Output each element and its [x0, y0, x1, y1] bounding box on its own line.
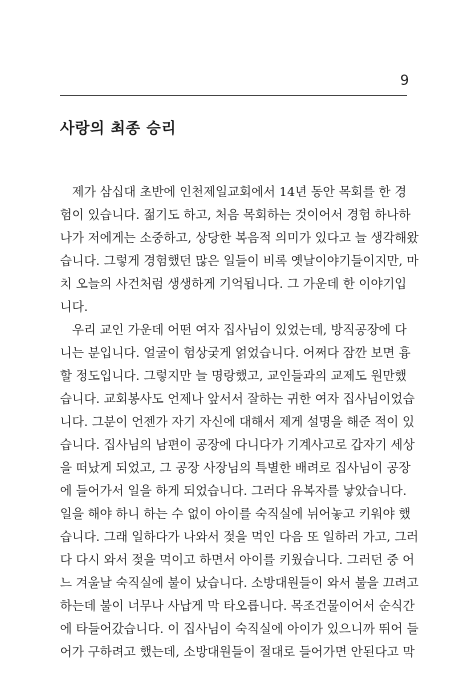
text-line: 습니다. 그렇게 경험했던 많은 일들이 비록 옛날이야기들이지만, 마 [60, 253, 419, 268]
text-line: 험이 있습니다. 젊기도 하고, 처음 목회하는 것이어서 경험 하나하 [60, 207, 411, 222]
text-line: 니다. [60, 299, 88, 314]
header-rule [60, 95, 407, 96]
text-line: 에 들어가서 일을 하게 되었습니다. 그러다 유복자를 낳았습니다. [60, 483, 407, 498]
text-line: 에 타들어갔습니다. 이 집사님이 숙직실에 아이가 있으니까 뛰어 들 [60, 621, 419, 636]
text-line: 우리 교인 가운데 어떤 여자 집사님이 있었는데, 방직공장에 다 [72, 322, 407, 337]
chapter-title: 사랑의 최종 승리 [60, 119, 177, 137]
text-line: 을 떠났게 되었고, 그 공장 사장님의 특별한 배려로 집사님이 공장 [60, 460, 411, 475]
text-line: 니는 분입니다. 얼굴이 험상궂게 얽었습니다. 어쩌다 잠깐 보면 흉 [60, 345, 411, 360]
text-line: 제가 삼십대 초반에 인천제일교회에서 14년 동안 목회를 한 경 [72, 184, 407, 199]
text-line: 느 겨울날 숙직실에 불이 났습니다. 소방대원들이 와서 불을 끄려고 [60, 575, 419, 590]
text-line: 니다. 그분이 언젠가 자기 자신에 대해서 제게 설명을 해준 적이 있 [60, 414, 415, 429]
text-line: 치 오늘의 사건처럼 생생하게 기억됩니다. 그 가운데 한 이야기입 [60, 276, 407, 291]
text-line: 다 다시 와서 젖을 먹이고 하면서 아이를 키웠습니다. 그러던 중 어 [60, 552, 415, 567]
text-line: 하는데 불이 너무나 사납게 막 타오릅니다. 목조건물이어서 순식간 [60, 598, 415, 613]
text-line: 나가 저에게는 소중하고, 상당한 복음적 의미가 있다고 늘 생각해왔 [60, 230, 419, 245]
text-line: 습니다. 집사님의 남편이 공장에 다니다가 기계사고로 갑자기 세상 [60, 437, 415, 452]
text-line: 할 정도입니다. 그렇지만 늘 명랑했고, 교인들과의 교제도 원만했 [60, 368, 407, 383]
page-number: 9 [400, 73, 409, 89]
body-text [60, 180, 419, 663]
text-line: 습니다. 교회봉사도 언제나 앞서서 잘하는 귀한 여자 집사님이었습 [60, 391, 415, 406]
text-line: 일을 해야 하니 하는 수 없이 아이를 숙직실에 뉘어놓고 키워야 했 [60, 506, 411, 521]
text-line: 습니다. 그래 일하다가 나와서 젖을 먹인 다음 또 일하러 가고, 그러 [60, 529, 419, 544]
text-line: 어가 구하려고 했는데, 소방대원들이 절대로 들어가면 안된다고 막 [60, 644, 415, 659]
